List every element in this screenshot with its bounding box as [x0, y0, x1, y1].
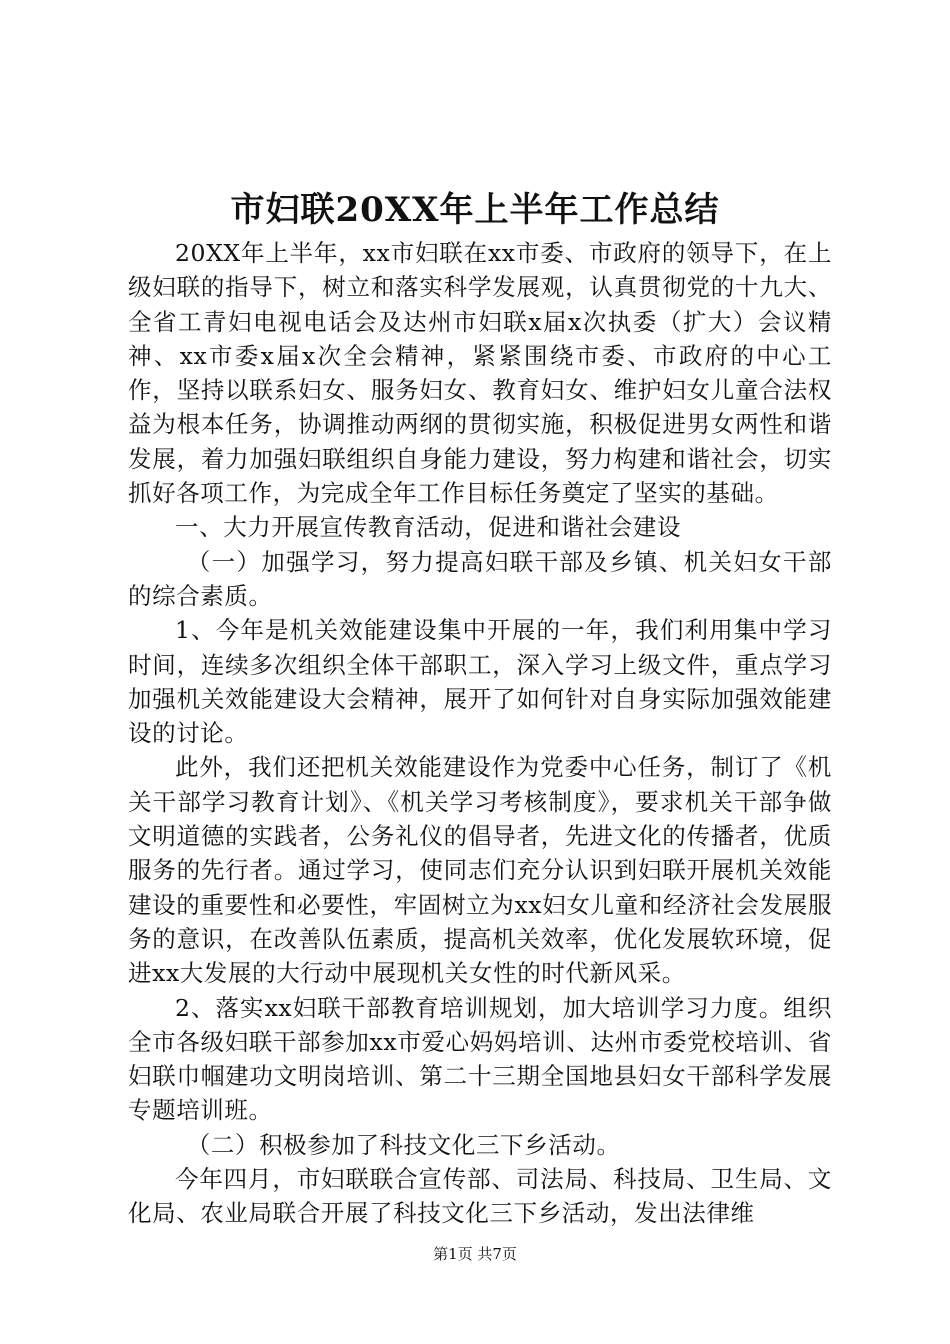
paragraph-item-2: 2、落实xx妇联干部教育培训规划，加大培训学习力度。组织全市各级妇联干部参加xx市爱心妈妈培训、达州市委党校培训、省妇联巾帼建功文明岗培训、第二十三期全国地县妇女干部科学发展专题培训班。: [128, 993, 832, 1125]
paragraph-additional: 此外，我们还把机关效能建设作为党委中心任务，制订了《机关干部学习教育计划》、《机关学习考核制度》，要求机关干部争做文明道德的实践者，公务礼仪的倡导者，先进文化的传播者，优质服务的先行者。通过学习，使同志们充分认识到妇联开展机关效能建设的重要性和必要性，牢固树立为xx妇女儿童和经济社会发展服务的意识，在改善队伍素质，提高机关效率，优化发展软环境，促进xx大发展的大行动中展现机关女性的时代新风采。: [128, 753, 832, 988]
page-number: 第1页 共7页: [433, 1245, 517, 1263]
paragraph-intro: 20XX年上半年，xx市妇联在xx市委、市政府的领导下，在上级妇联的指导下，树立和落实科学发展观，认真贯彻党的十九大、全省工青妇电视电话会及达州市妇联x届x次执委（扩大）会议精神、xx市委x届x次全会精神，紧紧围绕市委、市政府的中心工作，坚持以联系妇女、服务妇女、教育妇女、维护妇女儿童合法权益为根本任务，协调推动两纲的贯彻实施，积极促进男女两性和谐发展，着力加强妇联组织自身能力建设，努力构建和谐社会，切实抓好各项工作，为完成全年工作目标任务奠定了坚实的基础。: [128, 239, 832, 508]
paragraph-item-1: 1、今年是机关效能建设集中开展的一年，我们利用集中学习时间，连续多次组织全体干部职工，深入学习上级文件，重点学习加强机关效能建设大会精神，展开了如何针对自身实际加强效能建设的讨论。: [128, 616, 832, 748]
section-heading-1: 一、大力开展宣传教育活动，促进和谐社会建设: [175, 513, 682, 542]
document-body: [128, 236, 832, 1231]
subsection-heading-2: （二）积极参加了科技文化三下乡活动。: [186, 1130, 621, 1159]
subsection-heading-1: （一）加强学习，努力提高妇联干部及乡镇、机关妇女干部的综合素质。: [128, 547, 832, 610]
document-title: 市妇联20XX年上半年工作总结: [230, 190, 720, 230]
paragraph-april: 今年四月，市妇联联合宣传部、司法局、科技局、卫生局、文化局、农业局联合开展了科技文化三下乡活动，发出法律维: [128, 1165, 832, 1228]
